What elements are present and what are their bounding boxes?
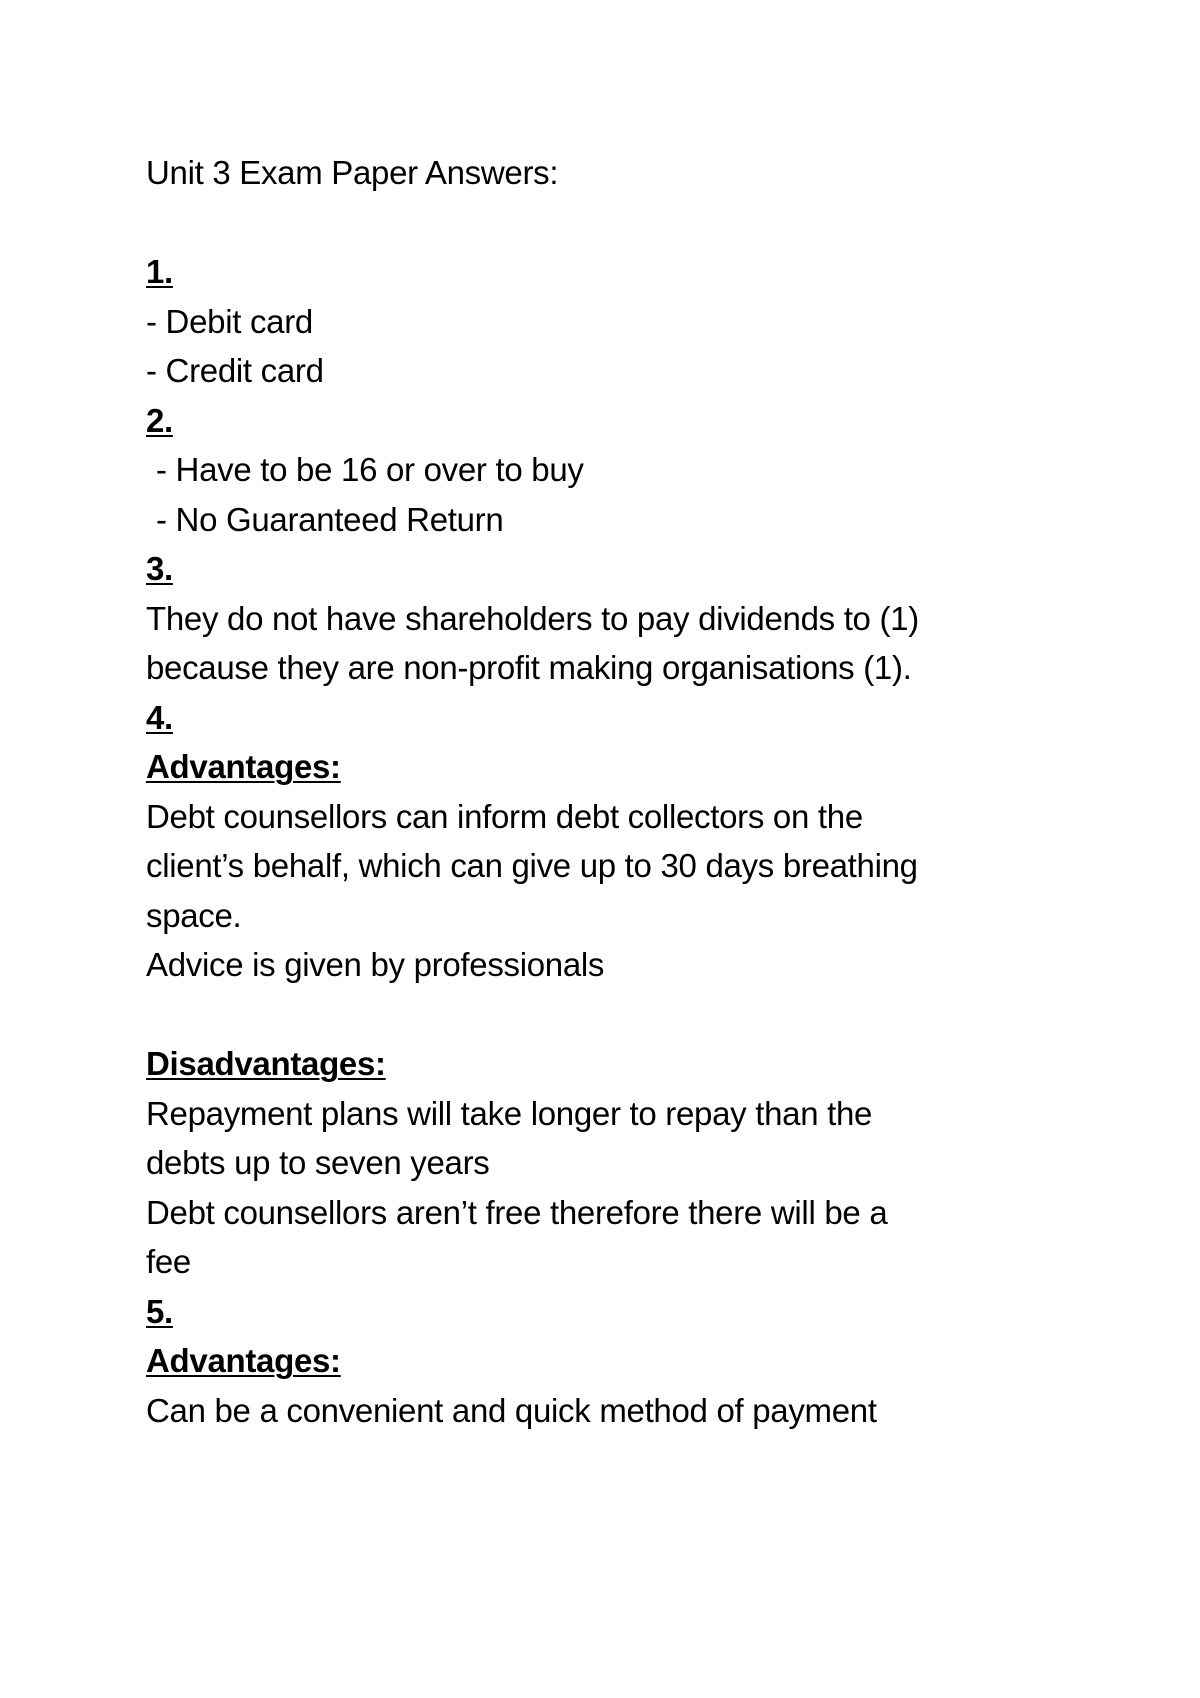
- question-number-3: 3.: [146, 550, 173, 587]
- answer-item: - Debit card: [146, 302, 313, 340]
- answer-line: They do not have shareholders to pay dividends to (1): [146, 599, 919, 637]
- answer-item: - Have to be 16 or over to buy: [156, 451, 584, 488]
- answer-line: Can be a convenient and quick method of payment: [146, 1391, 877, 1429]
- question-number-1: 1.: [146, 253, 173, 290]
- answer-line: Debt counsellors aren’t free therefore there will be a: [146, 1193, 888, 1231]
- page-title: Unit 3 Exam Paper Answers:: [146, 154, 559, 191]
- answer-item: - No Guaranteed Return: [156, 500, 504, 538]
- question-number-5: 5.: [146, 1292, 173, 1330]
- answer-line: Debt counsellors can inform debt collectors on the: [146, 797, 863, 835]
- answer-line: client’s behalf, which can give up to 30 days breathing: [146, 847, 918, 884]
- answer-item: - Credit card: [146, 352, 324, 389]
- document-content: [146, 148, 1146, 1435]
- answer-line: space.: [146, 896, 242, 934]
- advantages-heading: Advantages:: [146, 1342, 341, 1379]
- answer-line: fee: [146, 1243, 191, 1280]
- advantages-heading: Advantages:: [146, 748, 341, 785]
- blank-line: [146, 990, 1146, 1040]
- question-number-4: 4.: [146, 698, 173, 736]
- answer-line: Repayment plans will take longer to repay than the: [146, 1094, 873, 1132]
- disadvantages-heading: Disadvantages:: [146, 1045, 386, 1082]
- answer-line: Advice is given by professionals: [146, 946, 605, 983]
- answer-line: debts up to seven years: [146, 1144, 490, 1181]
- question-number-2: 2.: [146, 401, 173, 439]
- answer-line: because they are non-profit making organisations (1).: [146, 649, 912, 686]
